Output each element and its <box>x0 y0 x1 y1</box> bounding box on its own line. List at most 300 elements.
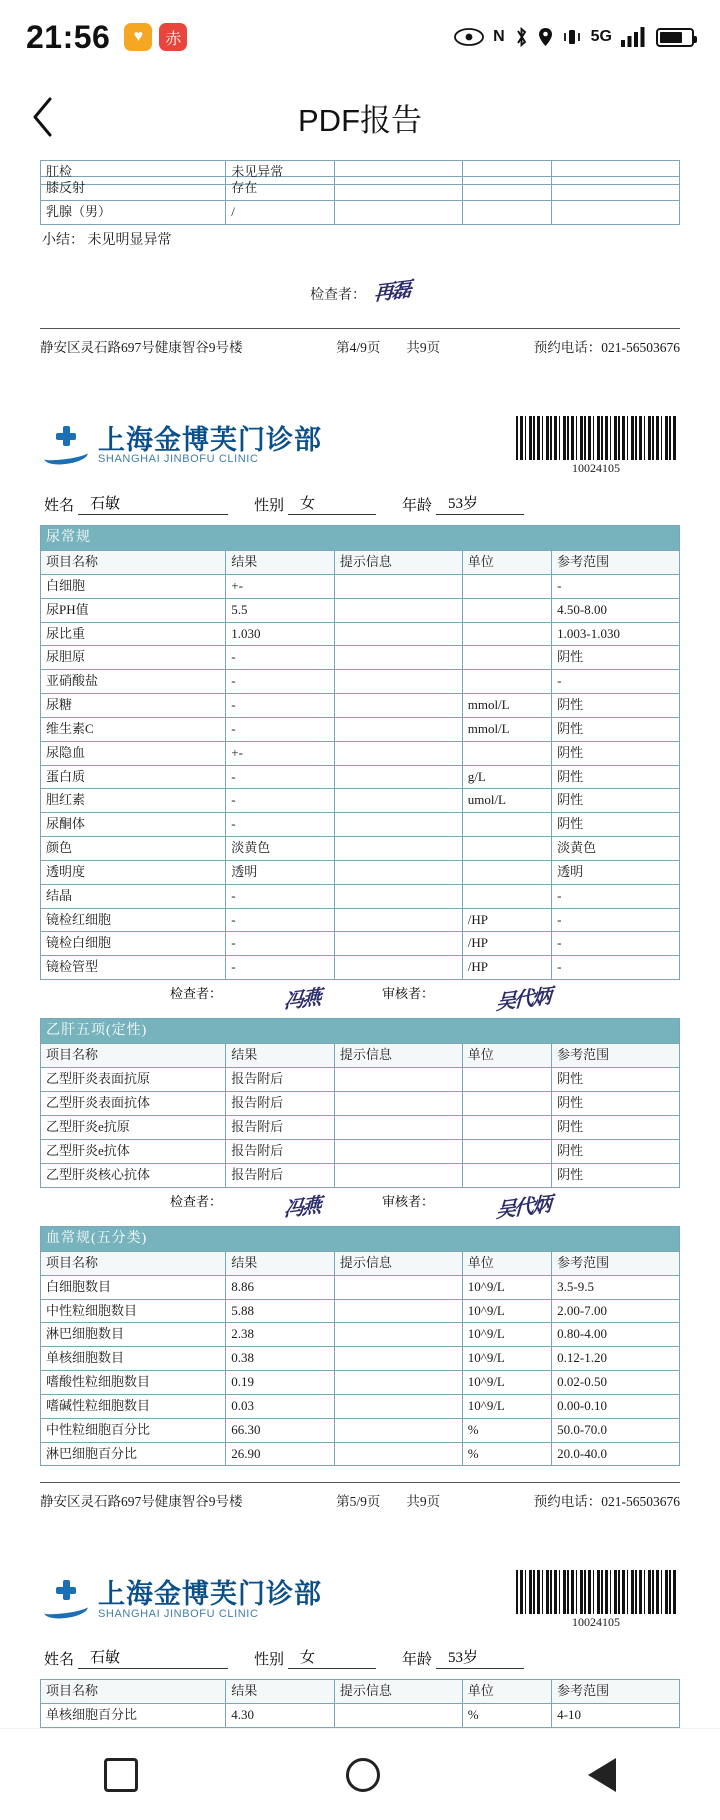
checker-label: 检查者： <box>310 287 366 303</box>
table-cell: 镜检红细胞 <box>41 908 226 932</box>
table-cell: 0.19 <box>226 1371 335 1395</box>
table-cell <box>462 1092 551 1116</box>
table-cell <box>462 860 551 884</box>
table-header-row <box>41 1044 680 1068</box>
table-cell: 2.38 <box>226 1323 335 1347</box>
patient-info-row <box>40 1640 680 1679</box>
patient-gender-label: 性别 <box>254 497 285 514</box>
back-button[interactable] <box>0 74 86 160</box>
table-cell <box>334 1704 462 1728</box>
table-cell <box>334 789 462 813</box>
table-cell: 淋巴细胞百分比 <box>41 1442 226 1466</box>
report-section-table <box>40 525 680 980</box>
table-cell: - <box>226 932 335 956</box>
table-cell: - <box>552 932 680 956</box>
recents-button[interactable] <box>104 1758 138 1792</box>
clinic-logo <box>44 424 322 468</box>
table-row <box>41 646 680 670</box>
table-row <box>41 932 680 956</box>
patient-gender-label: 性别 <box>254 1652 285 1669</box>
back-chevron-icon <box>30 95 56 139</box>
table-cell: g/L <box>462 765 551 789</box>
table-cell: 乙型肝炎e抗体 <box>41 1139 226 1163</box>
table-cell: 2.00-7.00 <box>552 1299 680 1323</box>
nfc-icon: N <box>493 28 505 45</box>
table-cell <box>334 694 462 718</box>
table-cell: /HP <box>462 956 551 980</box>
table-row <box>41 1442 680 1466</box>
clinic-cross-icon <box>44 1578 88 1622</box>
page4-summary: 小结： 未见明显异常 <box>42 232 172 248</box>
table-cell: 报告附后 <box>226 1163 335 1187</box>
patient-info-row <box>40 486 680 525</box>
table-cell: 10^9/L <box>462 1275 551 1299</box>
table-cell: 阴性 <box>552 1116 680 1140</box>
table-row <box>41 1116 680 1140</box>
table-row <box>41 1371 680 1395</box>
column-header: 参考范围 <box>552 1044 680 1068</box>
table-cell: - <box>226 956 335 980</box>
table-cell: 0.12-1.20 <box>552 1347 680 1371</box>
reviewer-label: 审核者： <box>382 986 435 1002</box>
table-cell <box>462 598 551 622</box>
table-cell: 10^9/L <box>462 1371 551 1395</box>
table-cell: 阴性 <box>552 741 680 765</box>
table-cell: % <box>462 1418 551 1442</box>
footer-address: 静安区灵石路697号健康智谷9号楼 <box>40 1494 243 1510</box>
table-cell <box>334 860 462 884</box>
table-cell: - <box>552 670 680 694</box>
table-cell: 颜色 <box>41 837 226 861</box>
table-cell <box>334 670 462 694</box>
column-header: 项目名称 <box>41 1251 226 1275</box>
barcode-number: 10024105 <box>572 460 620 475</box>
table-cell: - <box>552 574 680 598</box>
table-row <box>41 789 680 813</box>
status-right-icons <box>454 26 694 48</box>
page4-clipped-row: 肛检 未见异常 <box>40 160 680 176</box>
table-cell <box>462 200 551 224</box>
table-cell: 阴性 <box>552 646 680 670</box>
column-header: 结果 <box>226 1251 335 1275</box>
table-cell: 0.00-0.10 <box>552 1394 680 1418</box>
table-cell: 尿胆原 <box>41 646 226 670</box>
table-cell: 阴性 <box>552 694 680 718</box>
column-header: 项目名称 <box>41 1044 226 1068</box>
table-cell: 10^9/L <box>462 1323 551 1347</box>
clinic-name-en: SHANGHAI JINBOFU CLINIC <box>98 1607 259 1620</box>
eye-icon <box>454 28 484 46</box>
table-cell: 阴性 <box>552 1163 680 1187</box>
network-type-label: 5G <box>590 28 612 45</box>
table-header-row <box>41 1251 680 1275</box>
bluetooth-icon <box>514 26 529 48</box>
clinic-name-cn: 上海金博芙门诊部 <box>98 424 322 455</box>
table-cell <box>334 1163 462 1187</box>
patient-age-value: 53岁 <box>436 1646 524 1669</box>
patient-name-label: 姓名 <box>44 497 75 514</box>
barcode-block <box>516 416 676 476</box>
table-row <box>41 622 680 646</box>
table-cell: 透明 <box>552 860 680 884</box>
table-cell: 透明度 <box>41 860 226 884</box>
table-cell: 报告附后 <box>226 1068 335 1092</box>
table-cell <box>334 956 462 980</box>
table-cell: 1.030 <box>226 622 335 646</box>
table-cell: % <box>462 1704 551 1728</box>
footer-total: 共9页 <box>406 339 441 355</box>
table-cell: 蛋白质 <box>41 765 226 789</box>
table-cell: mmol/L <box>462 694 551 718</box>
table-cell: - <box>226 813 335 837</box>
table-cell: 乙型肝炎表面抗体 <box>41 1092 226 1116</box>
table-cell: 嗜酸性粒细胞数目 <box>41 1371 226 1395</box>
table-cell: 报告附后 <box>226 1139 335 1163</box>
table-cell: - <box>552 956 680 980</box>
patient-name-value: 石敏 <box>78 492 228 515</box>
patient-age-label: 年龄 <box>402 497 433 514</box>
table-cell: umol/L <box>462 789 551 813</box>
footer-page: 第4/9页 <box>336 339 381 355</box>
signal-bars-icon <box>621 27 647 47</box>
column-header: 项目名称 <box>41 1680 226 1704</box>
column-header: 单位 <box>462 1044 551 1068</box>
table-cell: 结晶 <box>41 884 226 908</box>
table-row <box>41 1163 680 1187</box>
table-cell <box>462 837 551 861</box>
clinic-name-cn: 上海金博芙门诊部 <box>98 1579 322 1610</box>
table-cell <box>334 200 462 224</box>
table-row <box>41 1394 680 1418</box>
table-cell <box>552 177 680 201</box>
table-cell: 胆红素 <box>41 789 226 813</box>
table-cell: - <box>226 908 335 932</box>
column-header: 提示信息 <box>334 1044 462 1068</box>
table-cell <box>334 717 462 741</box>
table-cell: 中性粒细胞数目 <box>41 1299 226 1323</box>
reviewer-signature: 吴代炳 <box>495 985 551 1015</box>
table-cell <box>334 177 462 201</box>
table-cell: 乙型肝炎核心抗体 <box>41 1163 226 1187</box>
table-cell <box>552 200 680 224</box>
table-cell: 透明 <box>226 860 335 884</box>
table-cell: 10^9/L <box>462 1299 551 1323</box>
table-cell: 4.30 <box>226 1704 335 1728</box>
location-icon <box>538 27 553 47</box>
table-cell <box>334 1394 462 1418</box>
table-cell <box>462 574 551 598</box>
table-cell: 10^9/L <box>462 1347 551 1371</box>
table-cell: 阴性 <box>552 717 680 741</box>
section-signature-row <box>40 980 680 1018</box>
table-cell: 4.50-8.00 <box>552 598 680 622</box>
table-row <box>41 956 680 980</box>
table-row <box>41 860 680 884</box>
table-cell <box>334 1275 462 1299</box>
section-title: 尿常规 <box>41 525 680 550</box>
column-header: 结果 <box>226 550 335 574</box>
table-cell: - <box>226 884 335 908</box>
vibrate-icon <box>562 27 582 47</box>
column-header: 提示信息 <box>334 1680 462 1704</box>
table-cell: +- <box>226 574 335 598</box>
page5-sections <box>40 525 680 1467</box>
footer-page: 第5/9页 <box>336 1494 381 1510</box>
checker-signature: 再磊 <box>373 278 411 306</box>
table-cell: 白细胞 <box>41 574 226 598</box>
table-cell <box>334 1299 462 1323</box>
table-cell: 阴性 <box>552 765 680 789</box>
table-cell <box>462 622 551 646</box>
table-cell <box>462 813 551 837</box>
table-cell <box>334 765 462 789</box>
table-cell <box>334 622 462 646</box>
table-cell: 3.5-9.5 <box>552 1275 680 1299</box>
table-row <box>41 177 680 201</box>
footer-total: 共9页 <box>406 1494 441 1510</box>
table-row <box>41 694 680 718</box>
table-cell <box>334 813 462 837</box>
table-cell: 10^9/L <box>462 1394 551 1418</box>
page4-partial-table <box>40 176 680 225</box>
barcode-block <box>516 1570 676 1630</box>
table-cell <box>334 1418 462 1442</box>
system-nav-bar <box>0 1728 720 1820</box>
table-cell: 4-10 <box>552 1704 680 1728</box>
checker-label: 检查者： <box>169 1193 222 1209</box>
table-cell: +- <box>226 741 335 765</box>
table-cell: 5.88 <box>226 1299 335 1323</box>
table-row <box>41 1092 680 1116</box>
checker-signature: 冯燕 <box>283 986 321 1014</box>
clinic-logo <box>44 1578 322 1622</box>
table-cell: - <box>552 884 680 908</box>
app-red-icon: 赤 <box>159 23 187 51</box>
table-cell: - <box>226 670 335 694</box>
pdf-page-5 <box>0 390 720 1511</box>
table-cell: /HP <box>462 908 551 932</box>
checker-signature: 冯燕 <box>283 1194 321 1221</box>
table-row <box>41 1139 680 1163</box>
table-row <box>41 908 680 932</box>
table-cell: mmol/L <box>462 717 551 741</box>
table-cell: 淡黄色 <box>552 837 680 861</box>
status-bar <box>0 0 720 74</box>
table-cell: 镜检白细胞 <box>41 932 226 956</box>
table-cell <box>334 1323 462 1347</box>
section-title: 血常规(五分类) <box>41 1226 680 1251</box>
column-header: 参考范围 <box>552 1680 680 1704</box>
table-cell: 亚硝酸盐 <box>41 670 226 694</box>
pdf-page-4 <box>0 160 720 356</box>
patient-gender-value: 女 <box>288 492 376 515</box>
table-cell: 1.003-1.030 <box>552 622 680 646</box>
table-cell: /HP <box>462 932 551 956</box>
table-cell <box>462 741 551 765</box>
patient-age-value: 53岁 <box>436 492 524 515</box>
table-cell <box>334 837 462 861</box>
table-cell: 乙型肝炎表面抗原 <box>41 1068 226 1092</box>
patient-age-label: 年龄 <box>402 1652 433 1669</box>
table-row <box>41 884 680 908</box>
table-row <box>41 1299 680 1323</box>
column-header: 参考范围 <box>552 1251 680 1275</box>
footer-phone: 预约电话：021-56503676 <box>533 339 680 355</box>
table-cell <box>462 646 551 670</box>
barcode-icon <box>516 1570 676 1614</box>
table-row <box>41 598 680 622</box>
table-row <box>41 1704 680 1728</box>
table-cell: 0.80-4.00 <box>552 1323 680 1347</box>
table-cell: - <box>552 908 680 932</box>
table-row <box>41 574 680 598</box>
column-header: 结果 <box>226 1044 335 1068</box>
table-cell: 单核细胞百分比 <box>41 1704 226 1728</box>
table-row <box>41 1323 680 1347</box>
report-section-table <box>40 1226 680 1467</box>
clinic-cross-icon <box>44 424 88 468</box>
report-section-table <box>40 1018 680 1187</box>
table-cell: 维生素C <box>41 717 226 741</box>
column-header: 结果 <box>226 1680 335 1704</box>
table-cell: 尿糖 <box>41 694 226 718</box>
table-cell <box>334 1371 462 1395</box>
home-button[interactable] <box>346 1758 380 1792</box>
table-cell <box>462 177 551 201</box>
table-cell: 66.30 <box>226 1418 335 1442</box>
table-cell <box>462 1116 551 1140</box>
table-cell: 0.38 <box>226 1347 335 1371</box>
table-cell: 阴性 <box>552 813 680 837</box>
page-title: PDF报告 <box>298 102 422 138</box>
clinic-header <box>40 1544 680 1640</box>
table-cell: - <box>226 765 335 789</box>
table-cell: 白细胞数目 <box>41 1275 226 1299</box>
battery-icon <box>656 28 694 47</box>
column-header: 单位 <box>462 1680 551 1704</box>
table-cell: - <box>226 694 335 718</box>
table-cell <box>334 884 462 908</box>
column-header: 提示信息 <box>334 550 462 574</box>
status-left-icons <box>124 23 187 51</box>
table-row <box>41 837 680 861</box>
table-cell <box>462 1163 551 1187</box>
table-row <box>41 1347 680 1371</box>
back-button-nav[interactable] <box>588 1758 616 1792</box>
table-cell: % <box>462 1442 551 1466</box>
table-cell: 淋巴细胞数目 <box>41 1323 226 1347</box>
table-cell: 阴性 <box>552 1139 680 1163</box>
status-clock: 21:56 <box>26 18 111 55</box>
table-row <box>41 765 680 789</box>
table-row <box>41 717 680 741</box>
column-header: 参考范围 <box>552 550 680 574</box>
table-header-row <box>41 550 680 574</box>
footer-address: 静安区灵石路697号健康智谷9号楼 <box>40 339 243 355</box>
column-header: 单位 <box>462 1251 551 1275</box>
table-cell: 报告附后 <box>226 1116 335 1140</box>
table-cell: 尿比重 <box>41 622 226 646</box>
table-cell: 阴性 <box>552 789 680 813</box>
table-cell: 5.5 <box>226 598 335 622</box>
heart-badge-icon: ♥ <box>124 23 152 51</box>
table-row <box>41 813 680 837</box>
clinic-header <box>40 390 680 486</box>
column-header: 项目名称 <box>41 550 226 574</box>
table-cell <box>334 646 462 670</box>
column-header: 提示信息 <box>334 1251 462 1275</box>
table-cell: - <box>226 789 335 813</box>
pdf-page-6 <box>0 1544 720 1728</box>
barcode-icon <box>516 416 676 460</box>
table-cell: 尿隐血 <box>41 741 226 765</box>
table-cell: - <box>226 717 335 741</box>
table-row <box>41 200 680 224</box>
column-header: 单位 <box>462 550 551 574</box>
clinic-name-en: SHANGHAI JINBOFU CLINIC <box>98 453 259 466</box>
page5-footer <box>40 1482 680 1510</box>
table-cell <box>462 670 551 694</box>
table-cell: 乙型肝炎e抗原 <box>41 1116 226 1140</box>
table-cell <box>462 1139 551 1163</box>
table-header-row <box>41 1680 680 1704</box>
table-cell <box>334 1116 462 1140</box>
table-cell: 中性粒细胞百分比 <box>41 1418 226 1442</box>
table-cell: 淡黄色 <box>226 837 335 861</box>
table-cell: 膝反射 <box>41 177 226 201</box>
table-cell: 0.03 <box>226 1394 335 1418</box>
section-title: 乙肝五项(定性) <box>41 1019 680 1044</box>
table-cell: 报告附后 <box>226 1092 335 1116</box>
table-cell: 8.86 <box>226 1275 335 1299</box>
table-cell <box>334 1092 462 1116</box>
patient-name-value: 石敏 <box>78 1646 228 1669</box>
table-cell: 阴性 <box>552 1092 680 1116</box>
table-row <box>41 1418 680 1442</box>
app-bar <box>0 74 720 160</box>
table-cell: 单核细胞数目 <box>41 1347 226 1371</box>
table-cell: 26.90 <box>226 1442 335 1466</box>
table-cell <box>462 1068 551 1092</box>
table-cell: 镜检管型 <box>41 956 226 980</box>
table-cell: / <box>226 200 335 224</box>
page6-table <box>40 1679 680 1728</box>
table-row <box>41 1068 680 1092</box>
table-cell <box>462 884 551 908</box>
table-cell: 尿PH值 <box>41 598 226 622</box>
table-cell: - <box>226 646 335 670</box>
table-cell <box>334 574 462 598</box>
footer-phone: 预约电话：021-56503676 <box>533 1494 680 1510</box>
patient-gender-value: 女 <box>288 1646 376 1669</box>
reviewer-label: 审核者： <box>382 1193 435 1209</box>
section-signature-row <box>40 1188 680 1226</box>
table-cell <box>334 598 462 622</box>
table-row <box>41 670 680 694</box>
table-cell: 50.0-70.0 <box>552 1418 680 1442</box>
reviewer-signature: 吴代炳 <box>495 1193 551 1223</box>
table-cell <box>334 908 462 932</box>
table-cell <box>334 741 462 765</box>
barcode-number: 10024105 <box>572 1615 620 1630</box>
table-cell <box>334 1442 462 1466</box>
table-cell: 0.02-0.50 <box>552 1371 680 1395</box>
patient-name-label: 姓名 <box>44 1652 75 1669</box>
pdf-scroll-area[interactable] <box>0 160 720 1728</box>
table-cell <box>334 932 462 956</box>
table-cell: 嗜碱性粒细胞数目 <box>41 1394 226 1418</box>
table-cell <box>334 1139 462 1163</box>
